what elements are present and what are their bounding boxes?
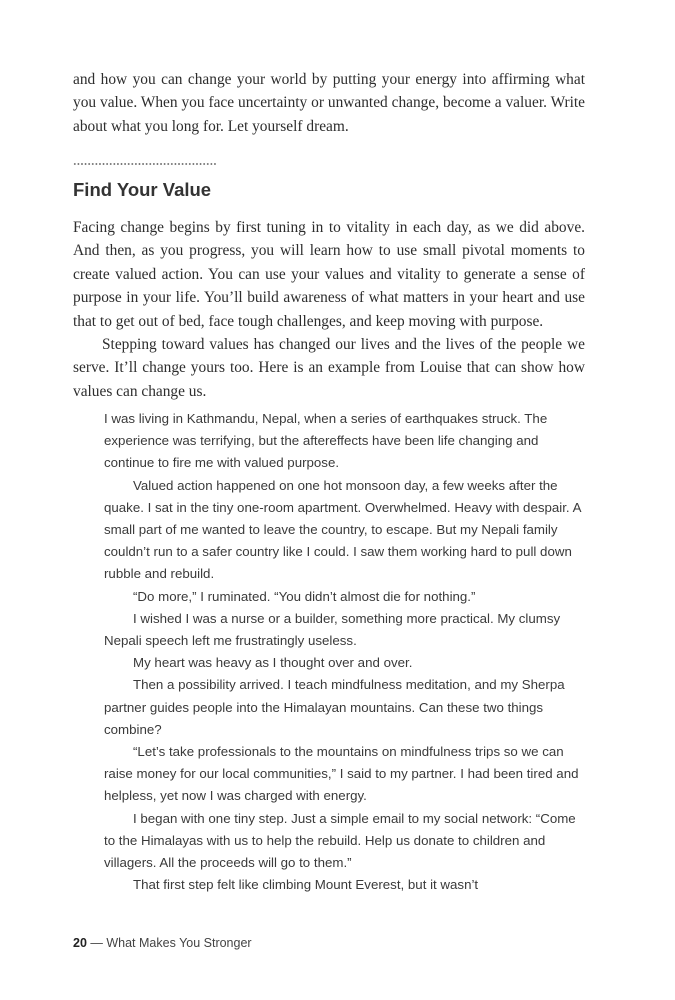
story-paragraph: “Let’s take professionals to the mountains on mindfulness trips so we can raise money for our local communities,” I said to my partner. I had been tired and helpless, yet now I was charged with energy. (104, 744, 579, 804)
intro-paragraph: and how you can change your world by putting your energy into affirming what you value. When you face uncertainty or unwanted change, become a valuer. Write about what you long for. Let yourself dream. (73, 71, 585, 135)
story-paragraph: “Do more,” I ruminated. “You didn’t almost die for nothing.” (133, 588, 476, 604)
page-number: 20 (73, 936, 87, 950)
story-block (104, 408, 584, 896)
section-heading: Find Your Value (73, 179, 212, 200)
story-paragraph: Then a possibility arrived. I teach mindfulness meditation, and my Sherpa partner guides people into the Himalayan mountains. Can these two things combine? (104, 677, 565, 737)
story-paragraph: Valued action happened on one hot monsoon day, a few weeks after the quake. I sat in the tiny one-room apartment. Overwhelmed. Heavy with despair. A small part of me wanted to leave the country, to escape. But my Nepali family couldn’t run to a safer country like I could. I saw them working hard to pull down rubble and rebuild. (104, 477, 581, 582)
story-paragraph: I began with one tiny step. Just a simple email to my social network: “Come to the Himalayas with us to help the rebuild. Help us donate to children and villagers. All the proceeds will go to them.” (104, 810, 576, 871)
intro-text (73, 68, 585, 138)
footer-separator: — (86, 936, 107, 950)
story-paragraph: That first step felt like climbing Mount Everest, but it wasn’t (133, 877, 479, 893)
body-paragraph: Stepping toward values has changed our lives and the lives of the people we serve. It’ll change yours too. Here is an example from Louise that can show how values can change us. (73, 336, 585, 400)
running-title: What Makes You Stronger (106, 936, 252, 950)
story-paragraph: My heart was heavy as I thought over and over. (133, 655, 413, 671)
page-footer (73, 934, 252, 952)
section-dotted-rule (73, 163, 216, 165)
story-paragraph: I was living in Kathmandu, Nepal, when a series of earthquakes struck. The experience was terrifying, but the aftereffects have been life changing and continue to fire me with valued purpose. (104, 411, 548, 471)
body-paragraph: Facing change begins by first tuning in to vitality in each day, as we did above. And then, as you progress, you will learn how to use small pivotal moments to create valued action. You can use your values and vitality to generate a sense of purpose in your life. You’ll build awareness of what matters in your heart and use that to get out of bed, face tough challenges, and keep moving with purpose. (73, 219, 585, 330)
section-body (73, 216, 585, 403)
story-paragraph: I wished I was a nurse or a builder, something more practical. My clumsy Nepali speech left me frustratingly useless. (104, 610, 561, 649)
